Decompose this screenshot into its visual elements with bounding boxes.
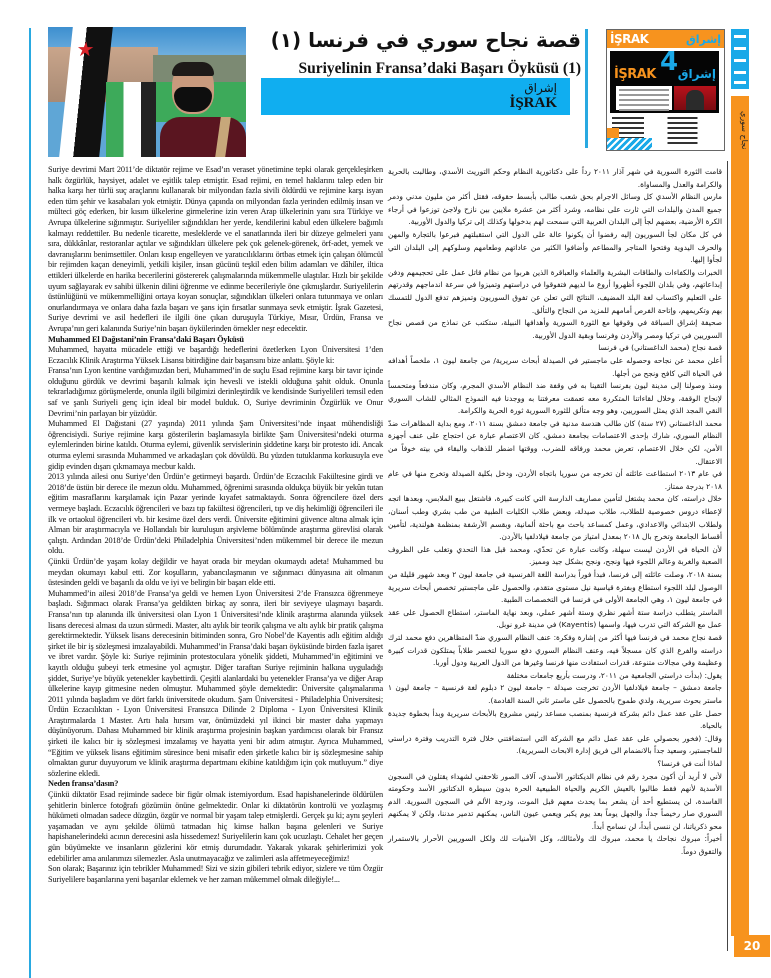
- cover-masthead-arabic: إشراق: [685, 32, 721, 46]
- paragraph: Muhammed’in ailesi 2018’de Fransa’ya geldi ve hemen Lyon Üniversitesi 2’de Fransızca öğrenmeye başladı. Sığınmacı olarak Fransa’ya geldikten birkaç ay sonra, ileri bir seviyeye ulaşmayı başardı. Fransa’nın tıp alanında ilk üniversitesi olan Lyon 1 Üniversitesi’nde klinik araştırma alanında yüksek lisans derecesi alması da uzun sürmedi. Master, altı aylık bir teorik çalışma ve altı aylık bir pratik çalışma gerektirmektedir. Yüksek lisans derecesinin bitiminden sonra, Gro Nobel’de Kayentis adlı eğitim aldığı şirket ile bir iş sözleşmesi imzalayabildi. Muhammed’in Fransa’daki başarı öyküsünde birden fazla işaret ve ibret vardır. Şöyle ki: Suriye rejiminin protestoculara yönelik şiddeti, Muhammed’in eğitimini ve kayıtlı olduğu şubeyi terk etmesine yol açmıştır. Diğer taraftan Suriye rejiminin halkına uyguladığı şiddet, Suriye’ye büyük yetenekler kaybettirdi. Çeşitli alanlardaki bu yetenekler Fransa’ya ve diğer Arap ülkelerine kayıp gitmesine neden olmuştur. Muhammed şöyle demektedir: Üniversite çalışmalarıma 2011 yılında başladım ve dört farklı üniversitede okudum. Şam Üniversitesi - Philadelphia Üniversitesi; Ürdün Eczacılıktan - Lyon Üniversitesi Fransızca Dilinde 2 Diploma - Lyon Üniversitesi Klinik Araştırmalarda 1 Master. Artı hala hırsım var, önümüzdeki yıl ikinci bir master daha yapmayı düşünüyorum. Dahası Muhammed bir klinik araştırma projesinin başkan yardımcısı olarak bir Fransız şirketi ile kalıcı bir iş sözleşmesi imzalamış ve hayatta yeni bir adım atmıştır. Ayrıca Muhammed, “Eğitim ve yüksek lisans eğitimim süresince beni misafir eden şirketle kalıcı bir iş sözleşmesine sahip olmaktan gurur duyuyorum ve klinik araştırma departmanı ekibine katıldığım için çok mutluyum.” diye sözlerine ekledi.: [48, 588, 383, 778]
- article-photo: [48, 27, 246, 157]
- page-number: 20: [734, 935, 770, 957]
- paragraph: محمد الداغستاني (٢٧ سنة) كان طالب هندسة مدنية في جامعة دمشق بسنة ٢٠١١، ومع بداية المظاهرات ضدّ النظام السوري، شارك بإحدى الاعتصامات بجامعة دمشق، كان الاعتصام عبارة عن احتجاج على عنف أجهزة الأمن، لكن خلال الاعتصام، تعرض محمد ورفاقه للضرب، ووقتها اضطر للذهاب والبقاء في بيته خوفاً من الاعتقال.: [388, 418, 723, 466]
- paragraph: لأني لا أريد أن أكون مجرد رقم في نظام الديكتاتور الأسدي، آلاف الصور تلاحقني لشهداء يقتلون في السجون الأسدية لأنهم فقط طالبوا بالعيش الكريم والحياة الطبيعية الحرة بدون سيطرة الدكتاتور الأسد وحكومته الفاسدة، لن يستطيع أحد أن يشعر بما يحدث معهم قبل الموت، ودرجة الألم في السجون السورية. الدم السوري صار رخيصاً جداً، والجهل يوماً بعد يوم يكبر ويعمي عيون الناس، يمكنهم تدمير مدننا، ولكن لا يمكنهم محو ذكرياتنا، لن ننسى أبداً، لن نسامح أبداً.: [388, 771, 722, 831]
- article-title-turkish: Suriyelinin Fransa’daki Başarı Öyküsü (1): [298, 60, 581, 77]
- cover-logo-turkish: İŞRAK: [614, 67, 656, 82]
- person-hair: [172, 62, 214, 76]
- column-side-rule: [727, 161, 728, 951]
- paragraph: Son olarak; Başarınız için tebrikler Muhammed! Sizi ve sizin gibileri tebrik ediyor, sizlere ve tüm Özgür Suriyelilere başarılarına yeni başarılar eklemek ve her zaman mükemmel olmak dileğiyle!...: [48, 864, 383, 884]
- section-side-bar: [731, 96, 749, 936]
- photo-person: [160, 62, 246, 157]
- person-torso: [160, 117, 246, 157]
- paragraph: حصل على عقد عمل دائم بشركة فرنسية بمنصب مساعد رئيس مشروع بالأبحاث سريرية وبدأ بخطوة جديدة بالحياة.: [388, 708, 722, 731]
- author-arabic: إشراق: [524, 81, 557, 95]
- paragraph: جامعة دمشق – جامعة فيلادلفيا الأردن تخرجت صيدلة – جامعة ليون ٢ دبلوم لغة فرنسية – جامعة ليون ١ ماستر بحوث سريرية، ولدي طموح بالحصول على ماستر ثاني السنة القادمة).: [388, 683, 722, 705]
- cover-logo-arabic: إشراق: [677, 67, 716, 81]
- section-label: نجاح سوري: [740, 110, 749, 150]
- cover-masthead-turkish: İŞRAK: [610, 32, 649, 46]
- cover-issue-number: 4: [660, 47, 679, 77]
- author-bar: [261, 78, 570, 115]
- arabic-article-column: [388, 166, 722, 859]
- cover-stripes: [607, 138, 652, 150]
- author-turkish: İŞRAK: [509, 95, 557, 111]
- paragraph: أخيراً: مبروك نجاحك يا محمد، مبروك لك ولأمثالك، وكل الأمنيات لك ولكل السوريين الأحرار بالاستمرار والتفوق دوماً.: [388, 834, 722, 857]
- paragraph: بسنة ٢٠١٨، وصلت عائلته إلى فرنسا، فبدأ فوراً بدراسة اللغة الفرنسية في جامعة ليون ٢ وبعد شهور قليلة من الوصول لبلد اللجوء استطاع وبفترة قياسية نيل مستوى متقدم، والحصول على ماجستير تخصص أبحاث سريرية في جامعة ليون ١، وهي الجامعة الأولى في فرنسا في التخصصات الطبية.: [388, 570, 722, 605]
- section-heading: قصة نجاح (محمد الداغستاني) في فرنسا: [598, 343, 722, 353]
- paragraph: الماستر يتطلب دراسة ستة أشهر نظري وستة أشهر عملي، وبعد نهاية الماستر، استطاع الحصول على عقد عمل مع الشركة التي تدرب فيها، واسمها (Kayentis) في مدينة غرو نوبل.: [388, 607, 722, 630]
- magazine-cover-thumbnail: [606, 29, 725, 151]
- paragraph: مارس النظام الأسدي كل وسائل الاجرام بحق شعب طالب بأبسط حقوقه، فقتل أكثر من مليون مدني ودمر جميع المدن والبلدات التي ثارت على نظامه، وشرد أكثر من عشرة ملايين بين نازح ولاجئ توزعوا في أرجاء الكرة الأرضية، بعضهم لجأ إلى البلدان العربية التي سمحت لهم بدخولها وكذلك إلى تركيا والدول الأوربية.: [388, 192, 722, 227]
- star-icon: ★: [75, 39, 96, 61]
- israk-logo-icon: [731, 29, 749, 89]
- paragraph: صحيفة إشراق السباقة في وقوفها مع الثورة السورية وأهدافها النبيلة، ستكتب عن نماذج من قصص نجاح السوريين في تركيا ومصر والأردن وفرنسا وبقية الدول الأوربية.: [388, 318, 722, 340]
- paragraph: Çünkü diktatör Esad rejiminde sadece bir figür olmak istemiyordum. Esad hapishanelerinde öldürülen şehitlerin binlerce fotoğrafı gözümün önüne gelmektedir. Onlar ki diktatörün kontrolü ve yozlaşmış hükümeti olmadan sadece düzgün, özgür ve normal bir yaşam talep etmişlerdi. Gerçek şu ki; aynı şeyleri yaşamadan ve aynı şekilde ölümü tatmadan hiç kimse halkın başına gelenleri ve Suriye hapishanelerindeki acının derecesini asla hissedemez! Suriyelilerin kanı çok ucuzlaştı. Cehalet her geçen gün büyümekte ve insanların gözlerini kör etmiş durumdadır. Yakarak yıkarak şehirlerimizi yok edebilirler ama anılarımızı silemezler. Asla unutmayacağız ve zalimleri asla affetmeyeceğimiz!: [48, 790, 383, 863]
- cover-corner-accent: [607, 128, 619, 138]
- paragraph: وقال: (فخور بحصولي على عقد عمل دائم مع الشركة التي استضافتني خلال فترة التدريب وفترة دراستي للماجستير، وسعيد جداً بالانضمام الى فريق إدارة الابحاث السريرية).: [388, 733, 722, 756]
- left-accent-rule: [29, 28, 31, 978]
- paragraph: يقول: (بدأت دراستي الجامعية من ٢٠١١، ودرست بأربع جامعات مختلفة: [506, 670, 722, 680]
- cover-photo: [674, 86, 716, 110]
- paragraph: لأن الحياة في الأردن ليست سهلة، وكانت عبارة عن تحدّي، ومحمد قبل هذا التحدي وتغلب على الظروف الصعبة والغربة وعالم اللجوء فيها ونجح، ونجح بشكل جيد ومميز.: [388, 544, 722, 567]
- paragraph: أعلن محمد عن نجاحه وحصوله على ماجستير في الصيدلة أبحاث سريرية/ من جامعة ليون ١، ملخصاً أهدافه في الحياة التي كافح ونجح من أجلها.: [388, 355, 722, 378]
- paragraph: خلال دراسته، كان محمد يشتغل لتأمين مصاريف الدارسة التي كانت كبيرة، فاشتغل ببيع الملابس، وبعدها اتجه لإعطاء دروس خصوصية للطلاب، طلاب صيدلة، وبعض طلاب الكليات الطبية من طب بشري وطب أسنان، ولطلاب الابتدائي والاعدادي، وعمل كمساعد باحث مع باحثة ألمانية، وبقسم الأرشفة بمنظمة هولندية، لتأمين أقساط الجامعة وتخرج بال ٢٠١٨ بمعدل امتياز من جامعة فيلادلفيا بالأردن.: [388, 494, 722, 542]
- paragraph: قامت الثورة السورية في شهر آذار ٢٠١١ رداً على دكتاتورية النظام وحكم التوريث الأسدي، وطالبت بالحرية والكرامة والعدل والمساواة.: [388, 167, 722, 189]
- paragraph: قصة نجاح محمد في فرنسا فيها أكثر من إشارة وفكرة: عنف النظام السوري ضدّ المتظاهرين دفع محمد لترك دراسته والفرع الذي كان مسجلاً فيه، وعنف النظام السوري دفع سوريا لتخسر طلاباً يمتلكون قدرات كبيرة وعظيمة وفي مجالات متنوعة، قدرات استفادت منها فرنسا وغيرها من الدول العربية ودول أوربا.: [388, 632, 722, 668]
- paragraph: Muhammed, hayatta mücadele ettiği ve başardığı hedeflerini özetlerken Lyon Üniversitesi 1’den Eczacılık Klinik Araştırma Yüksek Lisansı bitirdiğine dair başarısını bize anlattı. Şöyle ki:: [48, 345, 383, 365]
- section-heading: Muhammed El Dağıstani’nin Fransa’daki Başarı Öyküsü: [48, 334, 244, 344]
- cover-news-text: [616, 86, 672, 110]
- paragraph: Çünkü Ürdün’de yaşam kolay değildir ve hayat orada bir meydan okumaydı adeta! Muhammed bu meydan okumayı kabul etti. Zor koşulların, yabancılaşmanın ve sığınmacı dünyasına ait olmanın üstesinden geldi ve başarılı da oldu ve iyi ve belirgin bir başarı elde etti.: [48, 556, 383, 588]
- cover-feature-panel: [610, 47, 719, 113]
- paragraph: الخبرات والكفاءات والطاقات البشرية والعلماء والعباقرة الذين هربوا من نظام قاتل عمل على تحجيمهم ودفن إبداعاتهم، وفي بلدان اللجوء أظهروا أروع ما لديهم فتفوقوا في دراستهم وتميزوا في سرعة اندماجهم وقدرتهم على التعليم واكتساب لغة البلد المضيف، النتائج التي تعلن عن تفوق السوريون وتميزهم تدفع الدول للتمسك بهم وتكريمهم، وإتاحة الفرص أمامهم للمزيد من النجاح والتألق.: [388, 267, 722, 315]
- paragraph: 2013 yılında ailesi onu Suriye’den Ürdün’e getirmeyi başardı. Ürdün’de Eczacılık Fakültesine girdi ve 2018’de üstün bir derece ile mezun oldu. Muhammed, öğrenimi sırasında oldukça büyük bir yekûn tutan eğitim masraflarını karşılamak için Pazar yerinde kıyafet satmaktaydı. Sonra öğrencilere özel ders vermeye başladı. Eczacılık öğrencileri ve bazı tıp fakültesi öğrencileri, tıp ve diş hekimliği öğrencileri ile ilk ve ortaokul öğrencileri vb. bir kesime özel ders verdi. Üniversite eğitimini güvence altına almak için Alman bir araştırmacıyla ve Hollandalı bir kuruluşun arşivleme bölümünde araştırma görevlisi olarak çalıştı. Ardından 2018’de Ürdün’deki Philadelphia Üniversitesi’nden mükemmel bir derece ile mezun oldu.: [48, 472, 383, 556]
- paragraph: في عام ٢٠١٣ استطاعت عائلته أن تخرجه من سوريا باتجاه الأردن، ودخل بكلية الصيدلة وتخرج منها في عام ٢٠١٨ بدرجة ممتاز.: [388, 469, 722, 491]
- paragraph: Fransa’nın Lyon kentine vardığımızdan beri, Muhammed’in de suçlu Esad rejimine karşı bir tavır içinde olduğunu gördük ve devrimi başarılı kılmak için hevesli ve istekli olduğuna şahit olduk. Onunla tekrarladığımız görüşmelerde, onunla ilgili bilgimizi derinleştirdik ve kendisinde Suriyelileri temsil eden saf ve şanlı Suriyeli genç için ideal bir model bulduk. O, Suriye devriminin Özgürlük ve Onur Devrimi’nin parlayan bir yüzüdür.: [48, 366, 383, 418]
- paragraph: ومنذ وصولنا إلى مدينة ليون بفرنسا التقينا به في وقفة ضد النظام الأسدي المجرم، وكان مندفعاً ومتحمساً لإنجاح الوقفة، وخلال لقاءاتنا المتكررة معه تعمقت معرفتنا به ووجدنا فيه النموذج المثالي للشاب السوري النقي المجد الذي يمثل السوريين، وهو وجه متألق للثورة السورية ثورة الحرية والكرامة.: [388, 381, 722, 416]
- paragraph: Suriye devrimi Mart 2011’de diktatör rejime ve Esad’ın veraset yönetimine tepki olarak gerçekleşirken halk özgürlük, haysiyet, adalet ve eşitlik talep etmiştir. Esad rejimi, en temel haklarını talep eden bir halka karşı her türlü suç araçlarını kullanarak bir milyondan fazla sivili öldürdü ve rejimine karşı isyan eden tüm şehir ve kasabaları yok etmiştir. Dünya çapında on milyondan fazla yerinden edilmiş insan ve mülteci göç ederken, bir kısım ülkelerine girmelerine izin veren Arap ülkelerinin yanı sıra Türkiye ve Avrupa ülkelerine sığınmıştır. Suriyeliler sığındıkları her yerde, kendilerini kabul eden ülkelere bağımlı kalmayı reddettiler. Bu nedenle ticarette, mesleklerde ve el sanatlarında ileri bir düzeye gelmeleri yanı sıra, dükkânlar, restoranlar açtılar ve sığındıkları ülkelere pek çok gelenek-görenek, örf-adet, yemek ve davranışlarını benimsettiler. Onları kısıp engelleyen ve yaratıcılıklarını örtbas etmek için çalışan ölümcül bir rejimden kaçan deneyimli, yetkili kişiler, insan gücünü teşkil eden bilim adamları ve dâhiler, iltica ettikleri ülkelerde en harika becerilerini göstererek çalışmalarında mükemmelle ulaştılar. Hızlı bir şekilde uyum sağlayarak ev sahibi ülkenin dilini öğrenme ve edinme becerileriyle öne çıkmışlardır. Suriyelilerin üstünlüğünü ve mükemmelliğini ortaya koyan sonuçlar, sığındıkları ülkeleri onlara tutunmaya ve onları onurlandırmaya ve onlara daha fazla başarı ve şans için fırsatlar sunmaya sevk etmiştir. İşrak Gazetesi, Suriye devrimi ve asil hedefleri ile ilgili öne çıkan duruşuyla Türkiye, Mısır, Ürdün, Fransa ve Avrupa’nın geri kalanında Suriye’nin başarı öykülerinden örnekler neşr edecektir.: [48, 165, 383, 333]
- section-heading: لماذا أنت في فرنسا؟: [657, 758, 722, 768]
- section-heading: Neden fransa’dasın?: [48, 779, 119, 789]
- paragraph: في كل مكان لجأ السوريون إليه رفضوا أن يكونوا عالة على الدول التي استقبلتهم فبرعوا بالتجارة والمهن والحرف اليدوية وفتحوا المتاجر والمطاعم وأضافوا الكثير من عاداتهم وطعامهم وسلوكهم إلى البلدان التي لجأوا إليها.: [388, 229, 722, 265]
- paragraph: Muhammed El Dağıstani (27 yaşında) 2011 yılında Şam Üniversitesi’nde inşaat mühendisliği öğrencisiydi. Suriye rejimine karşı gösterilerin başlamasıyla birlikte Şam Üniversitesi’ndeki oturma eylemlerinden birine katıldı. Oturma eylemi, güvenlik servislerinin şiddetine karşı bir protesto idi. Ancak oturma eylemi sırasında Muhammed ve arkadaşları çok dövüldü. Bu yüzden tutuklanma korkusuyla eve gidip evinden dışarı çıkmamaya mecbur kaldı.: [48, 419, 383, 471]
- syrian-flag-small-icon: [106, 82, 156, 157]
- cover-masthead: [607, 30, 724, 48]
- turkish-article-column: [48, 165, 383, 885]
- article-title-arabic: قصة نجاح سوري في فرنسا (١): [270, 28, 581, 52]
- header-divider: [585, 29, 588, 148]
